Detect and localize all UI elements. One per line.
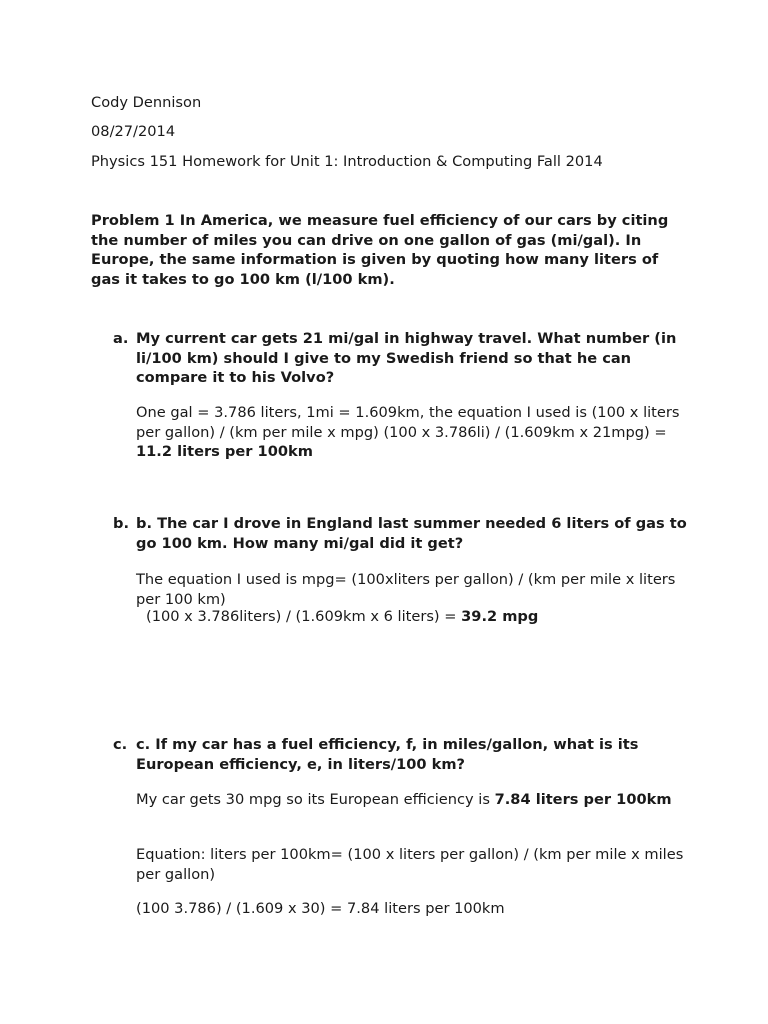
course-title: Physics 151 Homework for Unit 1: Introduction & Computing Fall 2014 [91, 153, 603, 170]
part-b-answer-line1: The equation I used is mpg= (100xliters per gallon) / (km per mile x liters per 100 km) [136, 571, 676, 608]
problem-statement: Problem 1 In America, we measure fuel efficiency of our cars by citing the number of miles you can drive on one gallon of gas (mi/gal). In Europe, the same information is given by quoting how many liters of gas it takes to go 100 km (l/100 km). [91, 212, 669, 288]
part-a-answer-text: One gal = 3.786 liters, 1mi = 1.609km, the equation I used is (100 x liters per gallon) / (km per mile x mpg) (100 x 3.786li) / (1.609km x 21mpg) = [136, 404, 680, 441]
part-b-marker: b. [113, 515, 129, 532]
part-a-question: My current car gets 21 mi/gal in highway travel. What number (in li/100 km) should I give to my Swedish friend so that he can compare it to his Volvo? [136, 330, 677, 386]
part-b-question: b. The car I drove in England last summer needed 6 liters of gas to go 100 km. How many mi/gal did it get? [136, 515, 687, 552]
part-a-marker: a. [113, 330, 129, 347]
part-c-marker: c. [113, 736, 128, 753]
author-name: Cody Dennison [91, 94, 202, 111]
part-c-answer-intro: My car gets 30 mpg so its European efficiency is [136, 791, 495, 808]
part-b-answer-line2 [136, 607, 706, 627]
part-a-result: 11.2 liters per 100km [136, 443, 313, 460]
part-c-calculation: (100 3.786) / (1.609 x 30) = 7.84 liters per 100km [136, 900, 505, 917]
part-b-result: 39.2 mpg [461, 608, 539, 625]
part-c-result: 7.84 liters per 100km [494, 791, 672, 808]
part-c-answer [136, 790, 696, 810]
part-a-answer [136, 403, 696, 462]
part-c-equation: Equation: liters per 100km= (100 x liters per gallon) / (km per mile x miles per gallon) [136, 846, 684, 883]
part-c-question: c. If my car has a fuel efficiency, f, in miles/gallon, what is its European efficiency, e, in liters/100 km? [136, 736, 639, 773]
part-b-calculation: (100 x 3.786liters) / (1.609km x 6 liters) = [146, 608, 462, 625]
document-date: 08/27/2014 [91, 123, 176, 140]
